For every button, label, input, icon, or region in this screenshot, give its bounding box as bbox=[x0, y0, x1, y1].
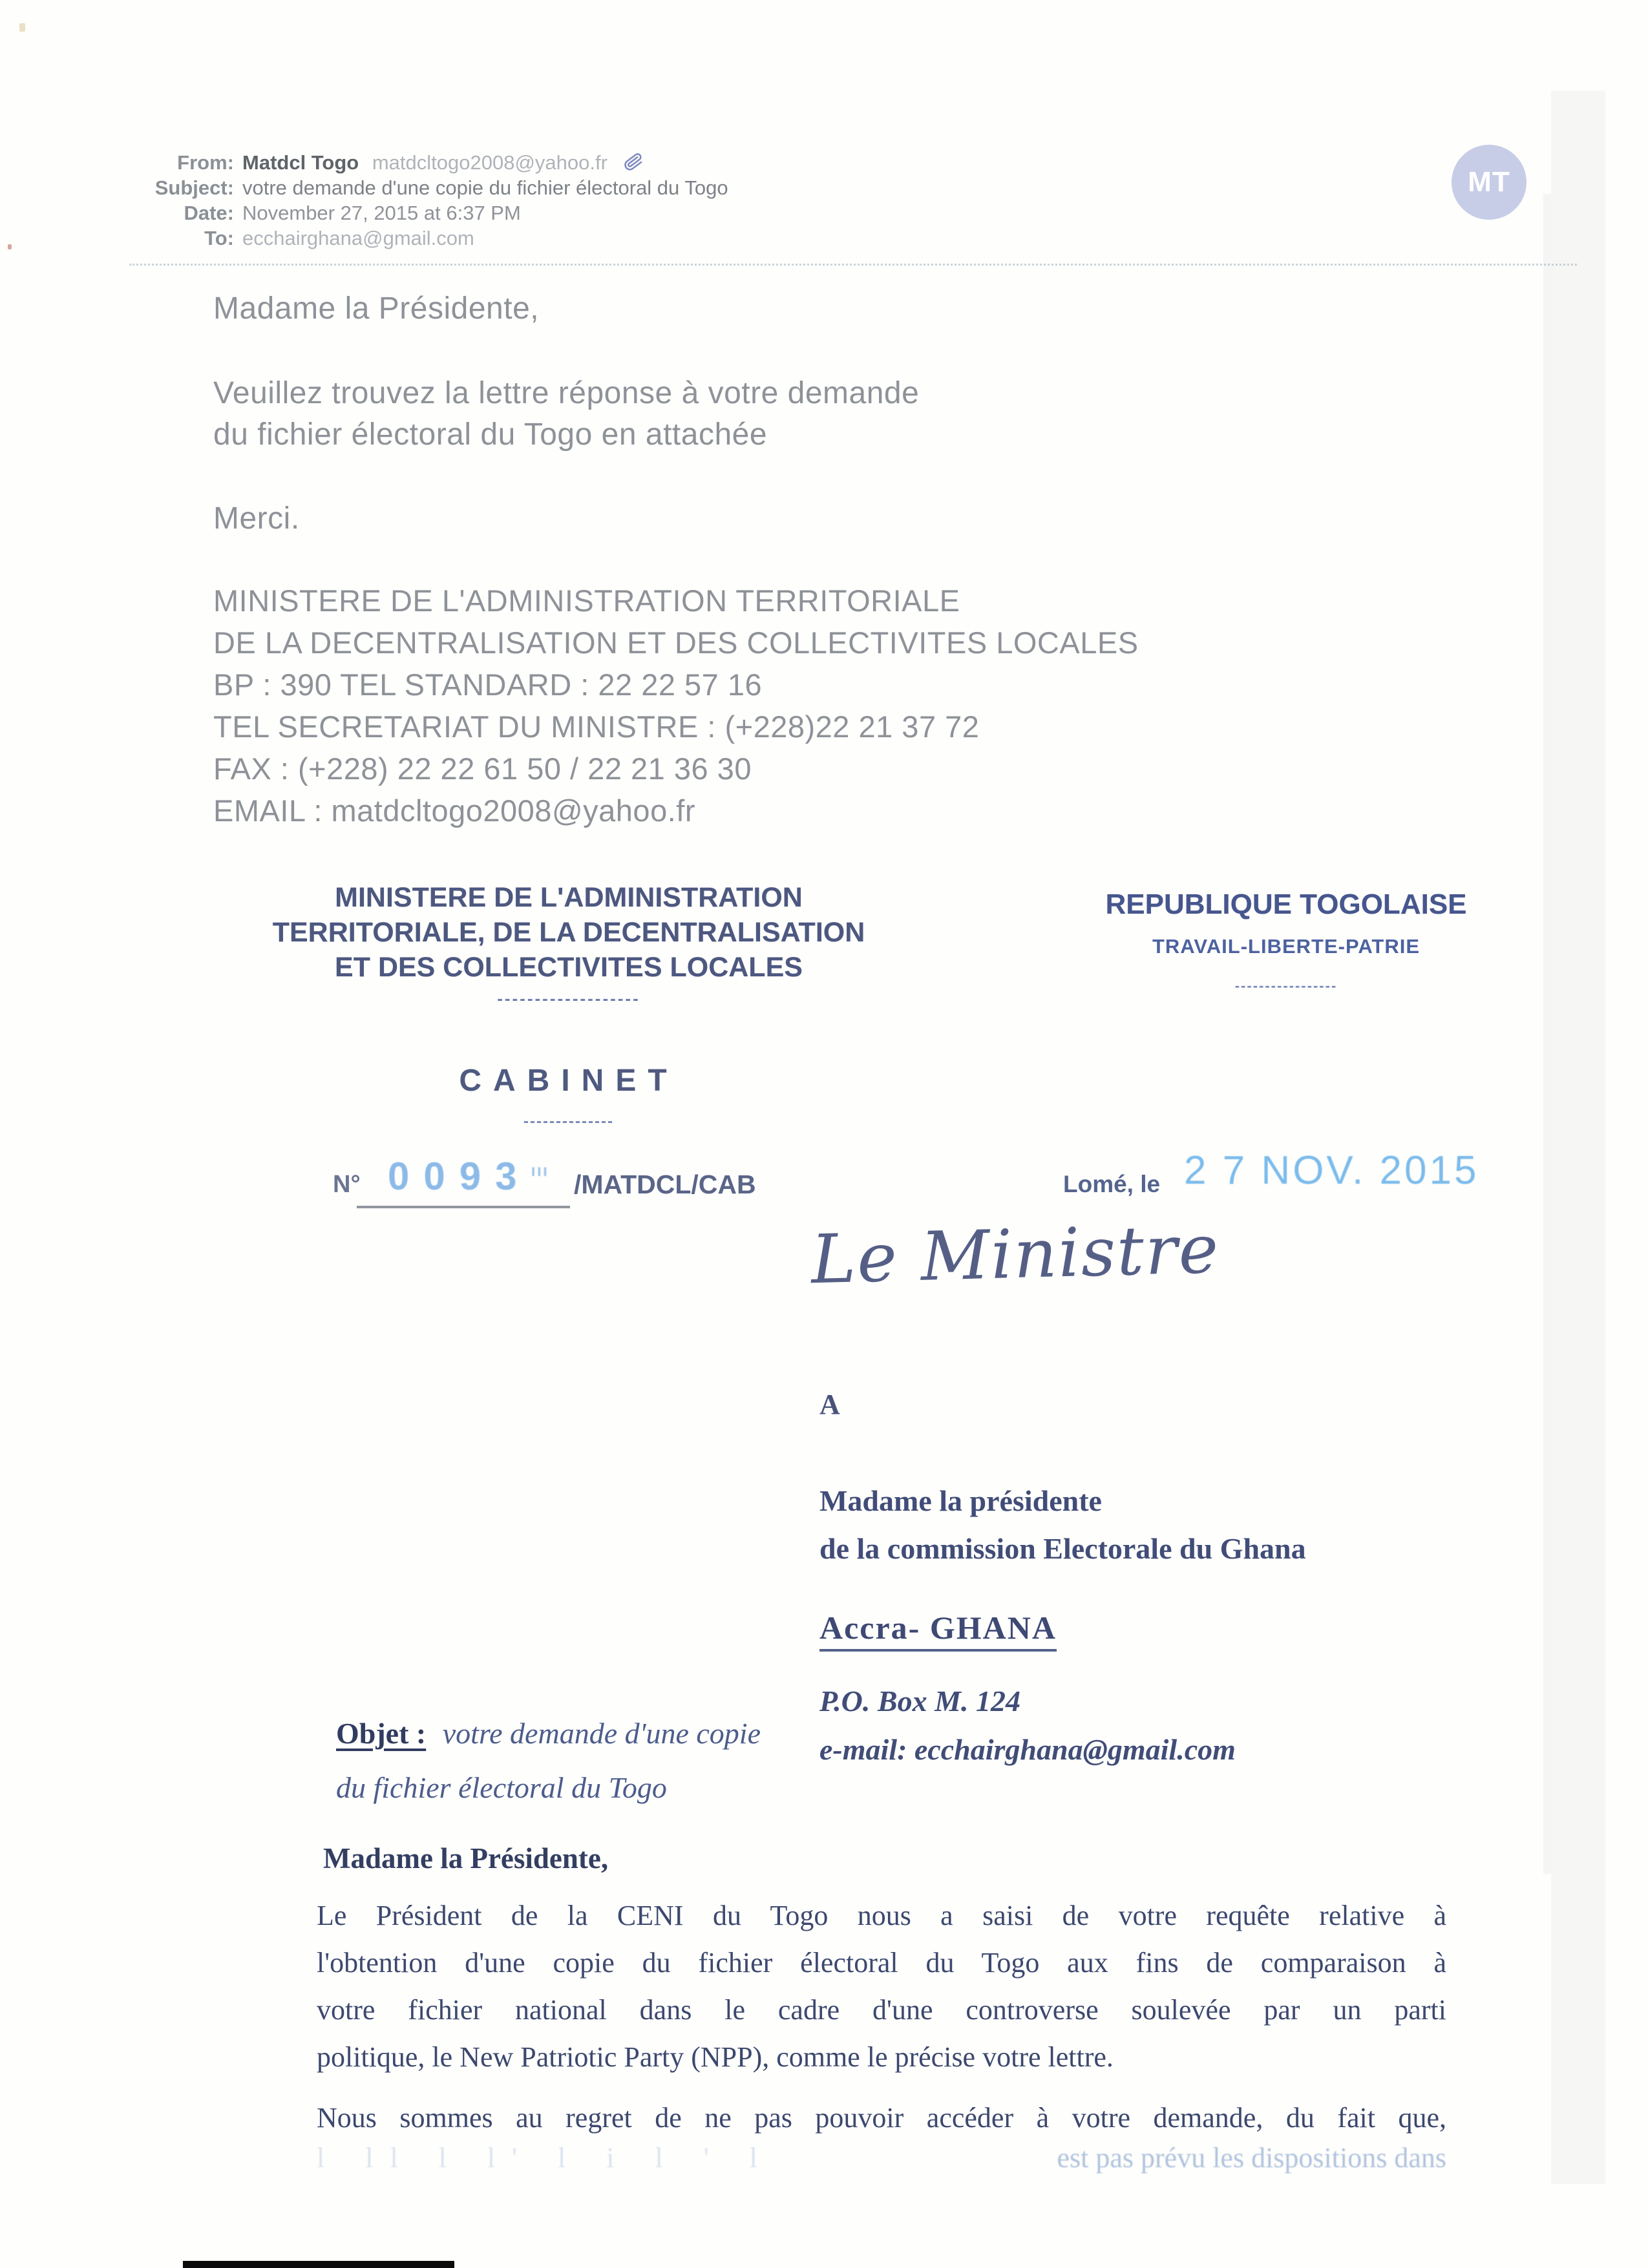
email-header bbox=[115, 147, 728, 251]
recipient-line: Madame la présidente bbox=[819, 1484, 1102, 1517]
from-label: From: bbox=[177, 151, 234, 174]
recipient-pobox: P.O. Box M. 124 bbox=[819, 1685, 1020, 1717]
republic-title: REPUBLIQUE TOGOLAISE bbox=[1105, 888, 1467, 920]
signature-line: FAX : (+228) 22 22 61 50 / 22 21 36 30 bbox=[213, 751, 752, 786]
objet-text: votre demande d'une copie bbox=[442, 1717, 761, 1750]
letterhead-ministry bbox=[271, 880, 866, 985]
scan-noise-band bbox=[1543, 194, 1551, 1874]
recipient-city: Accra- GHANA bbox=[819, 1609, 1057, 1652]
ministry-line: MINISTERE DE L'ADMINISTRATION bbox=[335, 882, 803, 913]
recipient-email[interactable]: e-mail: ecchairghana@gmail.com bbox=[819, 1733, 1236, 1766]
letter-to-marker: A bbox=[819, 1389, 840, 1420]
signature-line: BP : 390 TEL STANDARD : 22 22 57 16 bbox=[213, 667, 763, 702]
place-date-label: Lomé, le bbox=[1063, 1171, 1161, 1197]
scan-noise-band bbox=[1551, 90, 1605, 2184]
email-body-line: du fichier électoral du Togo en attachée bbox=[213, 417, 768, 452]
subject-row bbox=[115, 175, 728, 200]
avatar bbox=[1452, 145, 1527, 220]
paperclip-icon[interactable] bbox=[622, 151, 644, 173]
avatar-initials: MT bbox=[1468, 166, 1510, 198]
date-label: Date: bbox=[184, 202, 234, 224]
minister-script-title: Le Ministre bbox=[810, 1209, 1221, 1299]
scan-speck bbox=[19, 23, 25, 32]
ministry-line: ET DES COLLECTIVITES LOCALES bbox=[335, 952, 803, 983]
paragraph-line: votre fichier national dans le cadre d'une controverse soulevée par un parti bbox=[317, 1994, 1446, 2026]
to-label: To: bbox=[204, 227, 234, 249]
date-text: November 27, 2015 at 6:37 PM bbox=[242, 202, 521, 224]
scan-black-bar bbox=[183, 2261, 454, 2268]
to-row bbox=[115, 226, 728, 251]
signature-line: MINISTERE DE L'ADMINISTRATION TERRITORIALE bbox=[213, 583, 960, 618]
signature-line: EMAIL : matdcltogo2008@yahoo.fr bbox=[213, 793, 695, 828]
reference-underline bbox=[357, 1206, 570, 1208]
date-stamp: 2 7 NOV. 2015 bbox=[1184, 1148, 1479, 1193]
email-signature bbox=[213, 580, 1139, 832]
scan-speck bbox=[8, 244, 12, 249]
reference-number-stamp: $0093^{ııı}$ bbox=[388, 1155, 549, 1198]
objet-label: Objet : bbox=[336, 1717, 427, 1750]
faded-fragments: l ll l l' l i l ' l bbox=[317, 2142, 774, 2174]
paragraph-line: Le Président de la CENI du Togo nous a saisi de votre requête relative à bbox=[317, 1900, 1446, 1931]
paragraph-line: l'obtention d'une copie du fichier électoral du Togo aux fins de comparaison à bbox=[317, 1947, 1446, 1979]
email-greeting: Madame la Présidente, bbox=[213, 291, 540, 326]
signature-line: TEL SECRETARIAT DU MINISTRE : (+228)22 21 37 72 bbox=[213, 709, 980, 744]
subject-text: votre demande d'une copie du fichier électoral du Togo bbox=[242, 176, 728, 199]
ministry-line: TERRITORIALE, DE LA DECENTRALISATION bbox=[272, 917, 865, 948]
sender-name: Matdcl Togo bbox=[242, 151, 359, 174]
faded-cutoff-line bbox=[317, 2141, 1446, 2174]
republic-separator: ----------------- bbox=[1234, 978, 1338, 994]
cabinet-title: CABINET bbox=[459, 1064, 679, 1098]
faded-text: est pas prévu les dispositions dans bbox=[1057, 2142, 1446, 2174]
paragraph-line: politique, le New Patriotic Party (NPP), comme le précise votre lettre. bbox=[317, 2041, 1114, 2073]
objet-line bbox=[336, 1716, 761, 1750]
from-row bbox=[115, 147, 728, 175]
letter-paragraph-1 bbox=[317, 1892, 1446, 2081]
subject-label: Subject: bbox=[154, 176, 234, 199]
sender-address[interactable]: matdcltogo2008@yahoo.fr bbox=[372, 151, 607, 174]
stamp-mark: ııı bbox=[531, 1160, 549, 1180]
letter-salutation: Madame la Présidente, bbox=[323, 1842, 609, 1874]
letterhead-republic bbox=[1041, 888, 1532, 994]
reference-suffix: /MATDCL/CAB bbox=[574, 1170, 756, 1199]
cabinet-separator: -------------- bbox=[523, 1113, 614, 1130]
email-thanks: Merci. bbox=[213, 501, 300, 536]
republic-motto: TRAVAIL-LIBERTE-PATRIE bbox=[1152, 935, 1421, 958]
recipient-address[interactable]: ecchairghana@gmail.com bbox=[242, 227, 474, 249]
email-body-line: Veuillez trouvez la lettre réponse à votre demande bbox=[213, 376, 920, 410]
objet-line: du fichier électoral du Togo bbox=[336, 1771, 667, 1804]
reference-number-label: N° bbox=[333, 1171, 361, 1198]
paragraph-line: Nous sommes au regret de ne pas pouvoir accéder à votre demande, du fait que, bbox=[317, 2102, 1446, 2134]
ministry-separator: ------------------- bbox=[497, 989, 640, 1008]
recipient-line: de la commission Electorale du Ghana bbox=[819, 1532, 1306, 1565]
date-row bbox=[115, 200, 728, 226]
letter-paragraph-2 bbox=[317, 2094, 1446, 2141]
signature-line: DE LA DECENTRALISATION ET DES COLLECTIVITES LOCALES bbox=[213, 625, 1139, 660]
header-separator bbox=[129, 264, 1577, 266]
